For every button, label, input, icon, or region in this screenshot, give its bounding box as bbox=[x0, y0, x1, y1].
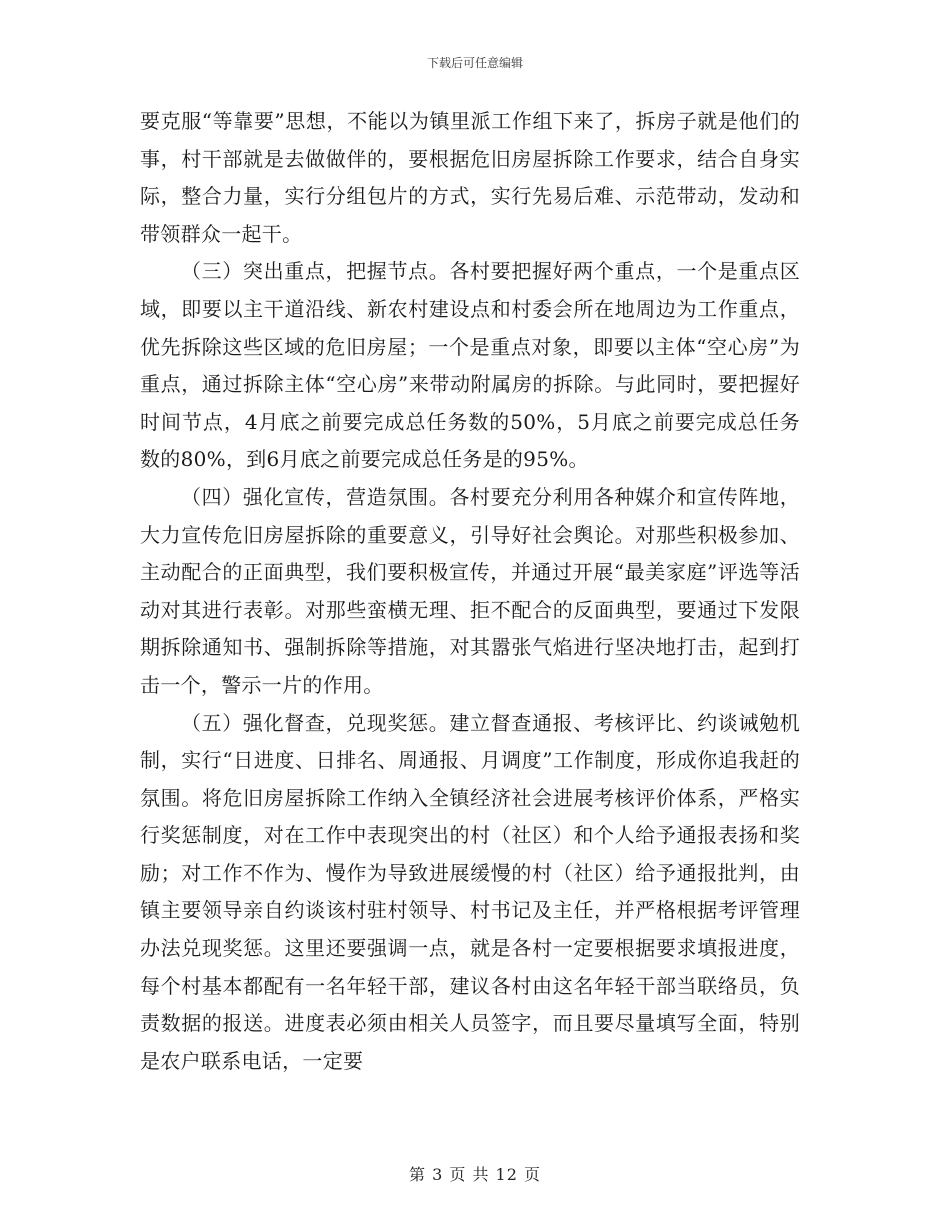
paragraph-continuation: 要克服“等靠要”思想，不能以为镇里派工作组下来了，拆房子就是他们的事，村干部就是去做做伴的，要根据危旧房屋拆除工作要求，结合自身实际，整合力量，实行分组包片的方式，实行先易后难、示范带动，发动和带领群众一起干。 bbox=[140, 109, 800, 246]
paragraph-section-3: （三）突出重点，把握节点。各村要把握好两个重点，一个是重点区域，即要以主干道沿线、新农村建设点和村委会所在地周边为工作重点，优先拆除这些区域的危旧房屋；一个是重点对象，即要以主体“空心房”为重点，通过拆除主体“空心房”来带动附属房的拆除。与此同时，要把握好时间节点，4月底之前要完成总任务数的50%，5月底之前要完成总任务数的80%，到6月底之前要完成总任务是的95%。 bbox=[140, 259, 800, 472]
page-header-note: 下载后可任意编辑 bbox=[426, 56, 523, 70]
paragraph-section-4: （四）强化宣传，营造氛围。各村要充分利用各种媒介和宣传阵地，大力宣传危旧房屋拆除的重要意义，引导好社会舆论。对那些积极参加、主动配合的正面典型，我们要积极宣传，并通过开展“最美家庭”评选等活动对其进行表彰。对那些蛮横无理、拒不配合的反面典型，要通过下发限期拆除通知书、强制拆除等措施，对其嚣张气焰进行坚决地打击，起到打击一个，警示一片的作用。 bbox=[140, 484, 800, 697]
paragraph-section-5: （五）强化督查，兑现奖惩。建立督查通报、考核评比、约谈诫勉机制，实行“日进度、日排名、周通报、月调度”工作制度，形成你追我赶的氛围。将危旧房屋拆除工作纳入全镇经济社会进展考核评价体系，严格实行奖惩制度，对在工作中表现突出的村（社区）和个人给予通报表扬和奖励；对工作不作为、慢作为导致进展缓慢的村（社区）给予通报批判，由镇主要领导亲自约谈该村驻村领导、村书记及主任，并严格根据考评管理办法兑现奖惩。这里还要强调一点，就是各村一定要根据要求填报进度，每个村基本都配有一名年轻干部，建议各村由这名年轻干部当联络员，负责数据的报送。进度表必须由相关人员签字，而且要尽量填写全面，特别是农户联系电话，一定要 bbox=[140, 710, 800, 1073]
page-number-footer: 第 3 页 共 12 页 bbox=[409, 1165, 541, 1184]
document-body bbox=[140, 103, 800, 1080]
